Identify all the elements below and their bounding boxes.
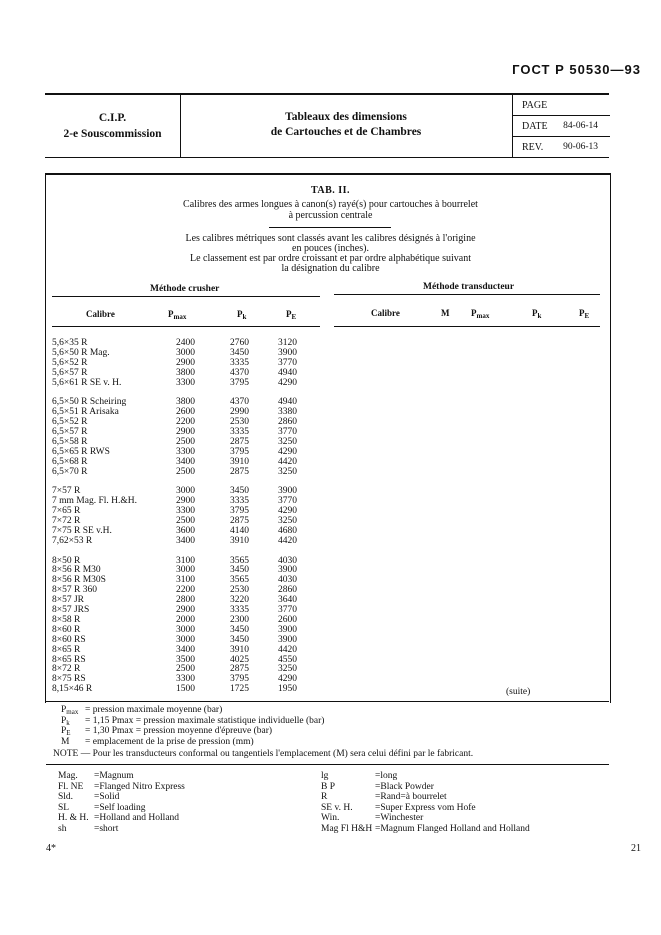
calibre-cell: 6,5×51 R Arisaka bbox=[52, 407, 119, 418]
transducer-rule bbox=[334, 294, 600, 295]
abbreviation-row bbox=[321, 813, 611, 824]
method-transducer: Méthode transducteur bbox=[423, 282, 515, 292]
rev-value: 90-06-13 bbox=[563, 142, 598, 152]
meta-cell bbox=[512, 95, 610, 157]
calibre-cell: 6,5×68 R bbox=[52, 456, 88, 467]
pmax-cell: 1500 bbox=[176, 684, 195, 695]
calibre-cell: 7×72 R bbox=[52, 516, 81, 527]
pe-cell: 2860 bbox=[278, 417, 297, 428]
pe-cell: 3380 bbox=[278, 407, 297, 418]
pe-cell: 3770 bbox=[278, 605, 297, 616]
pe-cell: 4940 bbox=[278, 367, 297, 378]
pmax-cell: 3100 bbox=[176, 575, 195, 586]
calibre-cell: 6,5×50 R Scheiring bbox=[52, 397, 127, 408]
table-row bbox=[52, 537, 320, 547]
abbreviation-row bbox=[58, 824, 318, 835]
abbreviation-meaning: =Winchester bbox=[375, 813, 424, 823]
abbreviation: SL bbox=[58, 802, 70, 813]
table-row bbox=[52, 468, 320, 478]
pe-cell: 3250 bbox=[278, 466, 297, 477]
pk-cell: 2875 bbox=[230, 664, 249, 675]
pk-cell: 3795 bbox=[230, 674, 249, 685]
pe-cell: 4940 bbox=[278, 397, 297, 408]
abbreviation: Mag Fl H&H bbox=[321, 823, 373, 834]
pe-cell: 3900 bbox=[278, 347, 297, 358]
pmax-cell: 2900 bbox=[176, 427, 195, 438]
pmax-cell: 3000 bbox=[176, 486, 195, 497]
pmax-cell: 3100 bbox=[176, 555, 195, 566]
pe-cell: 3770 bbox=[278, 496, 297, 507]
page-label: PAGE bbox=[522, 100, 548, 111]
pmax-cell: 2500 bbox=[176, 516, 195, 527]
pmax-cell: 3000 bbox=[176, 634, 195, 645]
pmax-cell: 2600 bbox=[176, 407, 195, 418]
pe-cell: 3900 bbox=[278, 624, 297, 635]
pmax-cell: 2900 bbox=[176, 357, 195, 368]
pmax-cell: 2500 bbox=[176, 466, 195, 477]
crusher-rule bbox=[52, 296, 320, 297]
standard-number: ГОСТ Р 50530—93 bbox=[512, 62, 641, 77]
pk-cell: 3335 bbox=[230, 357, 249, 368]
col-pk: $P_k$ bbox=[237, 309, 247, 321]
definition-sym: M bbox=[61, 736, 70, 747]
abbreviation: Sld. bbox=[58, 792, 74, 802]
pe-cell: 4290 bbox=[278, 506, 297, 517]
calibre-cell: 8×50 R bbox=[52, 555, 81, 566]
abbreviation-meaning: =Magnum Flanged Holland and Holland bbox=[375, 823, 530, 834]
org-name: C.I.P. bbox=[98, 112, 127, 124]
col-t-calibre: Calibre bbox=[371, 308, 400, 318]
calibre-cell: 6,5×70 R bbox=[52, 466, 88, 477]
abbreviation-row bbox=[321, 792, 611, 803]
abbreviation-meaning: =Solid bbox=[94, 792, 120, 802]
title-line-1: Tableaux des dimensions bbox=[285, 111, 407, 123]
calibre-cell: 6,5×58 R bbox=[52, 436, 88, 447]
calibre-table bbox=[52, 339, 320, 695]
calibre-cell: 5,6×50 R Mag. bbox=[52, 347, 110, 358]
header-rule-crusher bbox=[52, 326, 320, 327]
pk-cell: 3910 bbox=[230, 535, 249, 546]
definition-sub: max bbox=[66, 708, 79, 716]
organization-cell bbox=[45, 95, 181, 157]
pk-cell: 2760 bbox=[230, 338, 249, 348]
pk-cell: 3335 bbox=[230, 605, 249, 616]
calibre-cell: 8×75 RS bbox=[52, 674, 86, 685]
pmax-cell: 3500 bbox=[176, 654, 195, 665]
pe-cell: 4680 bbox=[278, 525, 297, 536]
pmax-cell: 3800 bbox=[176, 397, 195, 408]
calibre-cell: 5,6×35 R bbox=[52, 338, 88, 348]
table-title: TAB. II. bbox=[310, 185, 351, 196]
definition-sym: P bbox=[61, 705, 67, 715]
pmax-cell: 3400 bbox=[176, 535, 195, 546]
abbreviation: sh bbox=[58, 823, 67, 834]
pk-cell: 2530 bbox=[230, 585, 249, 596]
pk-cell: 3910 bbox=[230, 644, 249, 655]
pmax-cell: 2200 bbox=[176, 585, 195, 596]
calibre-cell: 8×56 R M30 bbox=[52, 565, 101, 576]
calibre-cell: 8×60 R bbox=[52, 624, 81, 635]
definitions bbox=[61, 705, 601, 747]
pe-cell: 4030 bbox=[278, 575, 297, 586]
definition-row bbox=[61, 716, 601, 727]
pk-cell: 4370 bbox=[230, 367, 249, 378]
pk-cell: 3220 bbox=[230, 595, 249, 606]
calibre-cell: 6,5×52 R bbox=[52, 417, 88, 428]
pmax-cell: 2500 bbox=[176, 664, 195, 675]
pk-cell: 2875 bbox=[230, 436, 249, 447]
abbreviation-meaning: =Black Powder bbox=[375, 781, 434, 792]
pmax-cell: 2900 bbox=[176, 496, 195, 507]
pk-cell: 1725 bbox=[230, 684, 249, 695]
pe-cell: 2860 bbox=[278, 585, 297, 596]
calibre-cell: 7×57 R bbox=[52, 486, 81, 497]
pk-cell: 3795 bbox=[230, 377, 249, 388]
calibre-cell: 6,5×65 R RWS bbox=[52, 446, 110, 457]
footer-mark: 4* bbox=[46, 843, 56, 854]
abbreviation-row bbox=[58, 782, 318, 793]
note: NOTE — Pour les transducteurs conformal ou tangentiels l'emplacement (M) sera celui défini par le fabricant. bbox=[53, 749, 474, 759]
rev-label: REV. bbox=[522, 142, 544, 153]
pmax-cell: 3000 bbox=[176, 624, 195, 635]
definition-sub: E bbox=[66, 729, 71, 737]
calibre-cell: 8×65 RS bbox=[52, 654, 86, 665]
abbreviation-row bbox=[321, 771, 611, 782]
pe-cell: 3900 bbox=[278, 486, 297, 497]
calibre-cell: 8×57 JRS bbox=[52, 605, 90, 616]
pk-cell: 3335 bbox=[230, 496, 249, 507]
col-t-pmax: $P_{max}$ bbox=[471, 308, 490, 320]
subcommission: 2-e Souscommission bbox=[63, 128, 162, 140]
frame-bottom-rule bbox=[46, 701, 609, 702]
calibre-cell: 8×57 JR bbox=[52, 595, 85, 606]
pmax-cell: 3400 bbox=[176, 456, 195, 467]
pe-cell: 3250 bbox=[278, 436, 297, 447]
pk-cell: 2300 bbox=[230, 614, 249, 625]
description-line-5: Le classement est par ordre croissant et par ordre alphabétique suivant bbox=[189, 253, 471, 264]
abbreviation: lg bbox=[321, 771, 329, 781]
description-line-6: la désignation du calibre bbox=[281, 263, 380, 274]
pk-cell: 3450 bbox=[230, 486, 249, 497]
header-rule-transducer bbox=[334, 326, 600, 327]
definition-text: = 1,30 Pmax = pression moyenne d'épreuve (bar) bbox=[85, 726, 273, 736]
pk-cell: 3450 bbox=[230, 634, 249, 645]
abbreviation-meaning: =Magnum bbox=[94, 771, 134, 781]
calibre-cell: 8×65 R bbox=[52, 644, 81, 655]
pk-cell: 4370 bbox=[230, 397, 249, 408]
title-line-2: de Cartouches et de Chambres bbox=[270, 126, 422, 138]
description-line-4: en pouces (inches). bbox=[292, 243, 369, 254]
abbreviation-row bbox=[58, 803, 318, 814]
pe-cell: 4290 bbox=[278, 674, 297, 685]
pe-cell: 3770 bbox=[278, 357, 297, 368]
suite-label: (suite) bbox=[506, 687, 531, 697]
pk-cell: 2875 bbox=[230, 466, 249, 477]
abbreviation-row bbox=[58, 813, 318, 824]
page-row bbox=[513, 95, 610, 116]
definition-row bbox=[61, 737, 601, 748]
pmax-cell: 2200 bbox=[176, 417, 195, 428]
calibre-cell: 5,6×57 R bbox=[52, 367, 88, 378]
calibre-cell: 8×56 R M30S bbox=[52, 575, 106, 586]
abbreviation-meaning: =Holland and Holland bbox=[94, 813, 180, 823]
pmax-cell: 3300 bbox=[176, 446, 195, 457]
pe-cell: 4030 bbox=[278, 555, 297, 566]
pmax-cell: 3000 bbox=[176, 347, 195, 358]
pk-cell: 2875 bbox=[230, 516, 249, 527]
pe-cell: 4420 bbox=[278, 456, 297, 467]
pmax-cell: 2800 bbox=[176, 595, 195, 606]
col-pe: $P_E$ bbox=[286, 309, 297, 321]
pk-cell: 3450 bbox=[230, 347, 249, 358]
calibre-cell: 7×75 R SE v.H. bbox=[52, 525, 112, 536]
abbreviation-meaning: =Flanged Nitro Express bbox=[94, 781, 185, 792]
pk-cell: 3450 bbox=[230, 624, 249, 635]
calibre-cell: 5,6×61 R SE v. H. bbox=[52, 377, 122, 388]
abbreviation: H. & H. bbox=[58, 813, 89, 823]
col-t-pe: $P_E$ bbox=[579, 308, 590, 320]
method-crusher: Méthode crusher bbox=[150, 284, 220, 294]
pk-cell: 3450 bbox=[230, 565, 249, 576]
separator-rule bbox=[269, 227, 391, 228]
pk-cell: 3565 bbox=[230, 555, 249, 566]
pe-cell: 3900 bbox=[278, 565, 297, 576]
pe-cell: 3770 bbox=[278, 427, 297, 438]
abbreviation-row bbox=[321, 782, 611, 793]
pe-cell: 4290 bbox=[278, 377, 297, 388]
pk-cell: 4140 bbox=[230, 525, 249, 536]
pe-cell: 3120 bbox=[278, 338, 297, 348]
pk-cell: 3795 bbox=[230, 446, 249, 457]
title-cell bbox=[181, 95, 511, 157]
abbreviation-row bbox=[321, 803, 611, 814]
pmax-cell: 3600 bbox=[176, 525, 195, 536]
pmax-cell: 2500 bbox=[176, 436, 195, 447]
col-t-m: M bbox=[441, 308, 450, 318]
pe-cell: 3250 bbox=[278, 516, 297, 527]
calibre-cell: 8×57 R 360 bbox=[52, 585, 97, 596]
abbreviation-meaning: =long bbox=[375, 771, 398, 781]
pk-cell: 2990 bbox=[230, 407, 249, 418]
abbreviation: Win. bbox=[321, 813, 340, 823]
pe-cell: 1950 bbox=[278, 684, 297, 695]
pk-cell: 3910 bbox=[230, 456, 249, 467]
pe-cell: 4420 bbox=[278, 644, 297, 655]
pk-cell: 3335 bbox=[230, 427, 249, 438]
pmax-cell: 3300 bbox=[176, 506, 195, 517]
calibre-cell: 6,5×57 R bbox=[52, 427, 88, 438]
abbreviation-meaning: =Super Express vom Hofe bbox=[375, 802, 476, 813]
pk-cell: 2530 bbox=[230, 417, 249, 428]
pmax-cell: 3300 bbox=[176, 377, 195, 388]
pk-cell: 3795 bbox=[230, 506, 249, 517]
abbreviation: R bbox=[321, 792, 328, 802]
abbreviations-right bbox=[321, 771, 611, 834]
calibre-cell: 7,62×53 R bbox=[52, 535, 93, 546]
pe-cell: 3250 bbox=[278, 664, 297, 675]
calibre-cell: 7 mm Mag. Fl. H.&H. bbox=[52, 496, 137, 507]
definition-row bbox=[61, 705, 601, 716]
date-row bbox=[513, 116, 610, 137]
calibre-cell: 5,6×52 R bbox=[52, 357, 88, 368]
pmax-cell: 2000 bbox=[176, 614, 195, 625]
abbreviation-meaning: =Rand=à bourrelet bbox=[375, 792, 447, 802]
page-number: 21 bbox=[631, 843, 641, 854]
rev-row bbox=[513, 137, 610, 157]
pk-cell: 4025 bbox=[230, 654, 249, 665]
abbreviation-meaning: =short bbox=[94, 823, 119, 834]
pe-cell: 4550 bbox=[278, 654, 297, 665]
document-header bbox=[45, 93, 609, 158]
definition-sym: P bbox=[61, 726, 67, 736]
pmax-cell: 2400 bbox=[176, 338, 195, 348]
pe-cell: 3900 bbox=[278, 634, 297, 645]
pmax-cell: 3300 bbox=[176, 674, 195, 685]
pk-cell: 3565 bbox=[230, 575, 249, 586]
definition-text: = emplacement de la prise de pression (mm) bbox=[85, 736, 254, 747]
description-line-3: Les calibres métriques sont classés avant les calibres désignés à l'origine bbox=[185, 233, 476, 244]
pe-cell: 4290 bbox=[278, 446, 297, 457]
abbreviation: SE v. H. bbox=[321, 802, 353, 813]
table-row bbox=[52, 685, 320, 695]
definition-sym: P bbox=[61, 715, 67, 726]
pmax-cell: 2900 bbox=[176, 605, 195, 616]
abbreviation-row bbox=[58, 771, 318, 782]
table-row bbox=[52, 379, 320, 389]
abbreviation-row bbox=[58, 792, 318, 803]
col-t-pk: $P_k$ bbox=[532, 308, 542, 320]
note-rule bbox=[46, 764, 609, 765]
col-calibre: Calibre bbox=[86, 309, 115, 319]
description-line-1: Calibres des armes longues à canon(s) rayé(s) pour cartouches à bourrelet bbox=[183, 199, 478, 210]
pe-cell: 4420 bbox=[278, 535, 297, 546]
definition-text: = pression maximale moyenne (bar) bbox=[85, 705, 223, 715]
date-label: DATE bbox=[522, 121, 548, 132]
pe-cell: 3640 bbox=[278, 595, 297, 606]
pe-cell: 2600 bbox=[278, 614, 297, 625]
abbreviation: B P bbox=[321, 781, 335, 792]
definition-text: = 1,15 Pmax = pression maximale statistique individuelle (bar) bbox=[85, 715, 325, 726]
abbreviation-meaning: =Self loading bbox=[94, 802, 146, 813]
description-line-2: à percussion centrale bbox=[288, 210, 373, 221]
definition-symbol bbox=[61, 737, 69, 750]
definition-sub: k bbox=[66, 718, 70, 727]
abbreviation-row bbox=[321, 824, 611, 835]
pmax-cell: 3800 bbox=[176, 367, 195, 378]
calibre-cell: 8×72 R bbox=[52, 664, 81, 675]
calibre-cell: 8,15×46 R bbox=[52, 684, 93, 695]
abbreviations-left bbox=[58, 771, 318, 834]
abbreviation: Fl. NE bbox=[58, 781, 84, 792]
col-pmax: $P_{max}$ bbox=[168, 309, 187, 321]
pmax-cell: 3400 bbox=[176, 644, 195, 655]
calibre-cell: 8×60 RS bbox=[52, 634, 86, 645]
definition-row bbox=[61, 726, 601, 737]
abbreviation: Mag. bbox=[58, 771, 78, 781]
pmax-cell: 3000 bbox=[176, 565, 195, 576]
calibre-cell: 8×58 R bbox=[52, 614, 81, 625]
date-value: 84-06-14 bbox=[563, 121, 598, 131]
calibre-cell: 7×65 R bbox=[52, 506, 81, 517]
